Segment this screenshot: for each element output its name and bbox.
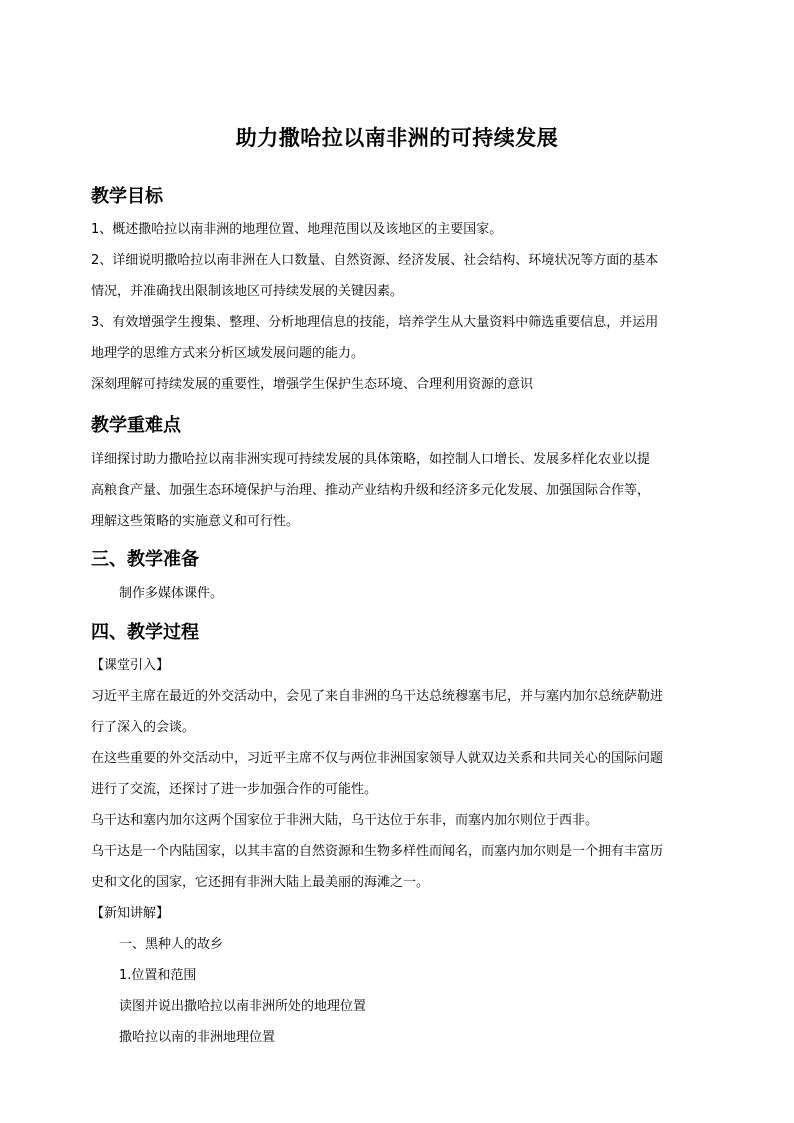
page-title: 助力撒哈拉以南非洲的可持续发展 — [235, 126, 559, 150]
preparation-line: 制作多媒体课件。 — [119, 586, 224, 601]
goal-item-3-line-2: 地理学的思维方式来分析区域发展问题的能力。 — [91, 346, 365, 361]
intro-p1-line-1: 习近平主席在最近的外交活动中，会见了来自非洲的乌干达总统穆塞韦尼，并与塞内加尔总统萨勒进 — [91, 689, 664, 704]
new-knowledge-label: 【新知讲解】 — [91, 906, 170, 921]
key-points-text — [91, 444, 711, 537]
goal-item-3-line-1: 3、有效增强学生搜集、整理、分析地理信息的技能，培养学生从大量资料中筛选重要信息，并运用 — [91, 315, 659, 330]
section-1-1-title: 1.位置和范围 — [119, 968, 197, 983]
map-caption: 撒哈拉以南的非洲地理位置 — [119, 1030, 276, 1045]
key-points-line-1: 详细探讨助力撒哈拉以南非洲实现可持续发展的具体策略，如控制人口增长、发展多样化农业以提 — [91, 452, 651, 467]
process-heading: 四、教学过程 — [91, 622, 199, 643]
section-1-title: 一、黑种人的故乡 — [119, 937, 224, 952]
intro-p4-line-1: 乌干达是一个内陆国家，以其丰富的自然资源和生物多样性而闻名，而塞内加尔则是一个拥有丰富历 — [91, 844, 664, 859]
intro-p4-line-2: 史和文化的国家，它还拥有非洲大陆上最美丽的海滩之一。 — [91, 875, 430, 890]
intro-p2-line-2: 进行了交流，还探讨了进一步加强合作的可能性。 — [91, 782, 378, 797]
key-points-line-2: 高粮食产量、加强生态环境保护与治理、推动产业结构升级和经济多元化发展、加强国际合作等， — [91, 483, 651, 498]
key-points-heading: 教学重难点 — [91, 415, 181, 436]
new-knowledge-body — [119, 929, 739, 1053]
goal-item-2-line-2: 情况，并准确找出限制该地区可持续发展的关键因素。 — [91, 284, 404, 299]
intro-p2-line-1: 在这些重要的外交活动中，习近平主席不仅与两位非洲国家领导人就双边关系和共同关心的国际问题 — [91, 751, 664, 766]
preparation-heading: 三、教学准备 — [91, 549, 199, 570]
goal-item-1: 1、概述撒哈拉以南非洲的地理位置、地理范围以及该地区的主要国家。 — [91, 222, 503, 237]
goals-heading: 教学目标 — [91, 186, 163, 207]
goal-item-2-line-1: 2、详细说明撒哈拉以南非洲在人口数量、自然资源、经济发展、社会结构、环境状况等方面的基本 — [91, 253, 659, 268]
map-task-text: 读图并说出撒哈拉以南非洲所处的地理位置 — [119, 999, 367, 1014]
key-points-line-3: 理解这些策略的实施意义和可行性。 — [91, 514, 300, 529]
process-intro — [91, 650, 711, 929]
goal-item-4: 深刻理解可持续发展的重要性，增强学生保护生态环境、合理利用资源的意识 — [91, 377, 534, 392]
intro-p1-line-2: 行了深入的会谈。 — [91, 720, 196, 735]
goals-list — [91, 214, 711, 400]
intro-p3: 乌干达和塞内加尔这两个国家位于非洲大陆，乌干达位于东非，而塞内加尔则位于西非。 — [91, 813, 599, 828]
preparation-text — [119, 578, 739, 609]
intro-label: 【课堂引入】 — [91, 658, 170, 673]
